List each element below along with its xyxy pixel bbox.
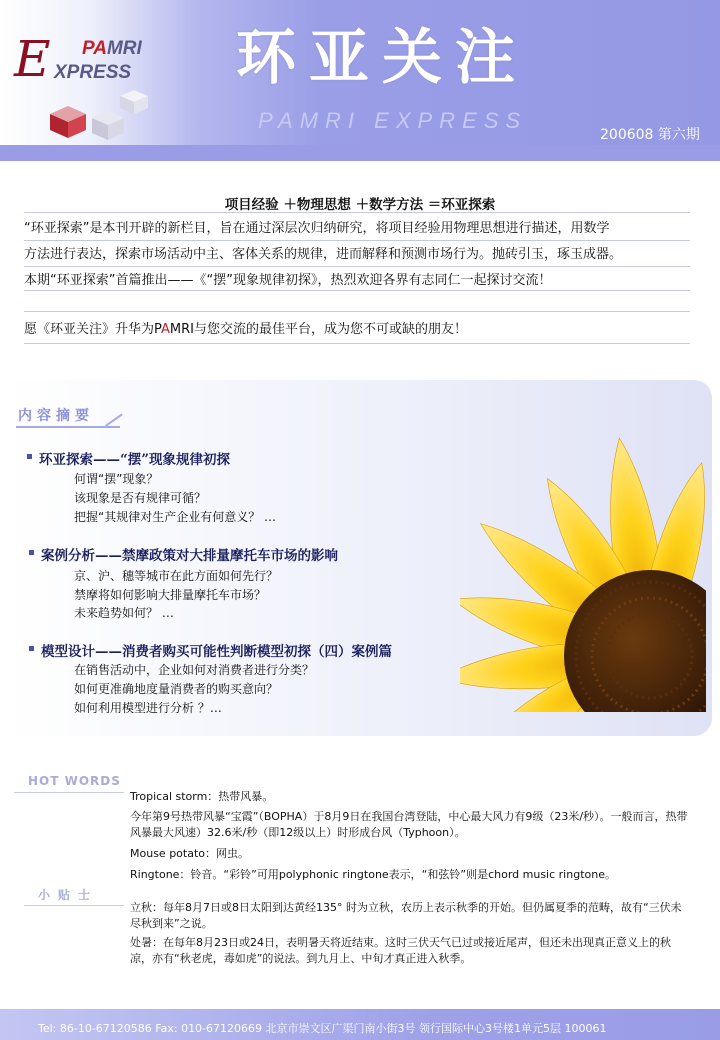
logo-pamri	[82, 38, 142, 60]
divider	[24, 905, 124, 906]
hot-words-label: HOT WORDS	[28, 774, 121, 788]
intro-paragraph	[24, 216, 702, 294]
intro-line-1: “环亚探索”是本刊开辟的新栏目，旨在通过深层次归纳研究，将项目经验用物理思想进行描述，用数学	[24, 221, 610, 236]
divider	[24, 212, 690, 213]
newsletter-title: 环亚关注	[236, 23, 528, 93]
section-3-item-3: 如何利用模型进行分析 ？…	[74, 701, 222, 715]
section-heading-2[interactable]: 案例分析——禁摩政策对大排量摩托车市场的影响	[41, 548, 338, 564]
hot-word-4: Ringtone：铃音。“彩铃”可用polyphonic ringtone表示，“和弦铃”则是chord music ringtone。	[130, 868, 616, 881]
wish-a: A	[161, 322, 170, 337]
tips-label: 小贴士	[38, 888, 99, 902]
section-3-item-2: 如何更准确地度量消费者的购买意向？	[74, 682, 279, 696]
section-heading-1[interactable]: 环亚探索——“摆”现象规律初探	[39, 452, 231, 468]
wish-post: MRI与您交流的最佳平台，成为您不可或缺的朋友！	[169, 322, 468, 337]
hot-word-2: 今年第9号热带风暴“宝霞”（BOPHA）于8月9日在我国台湾登陆，中心最大风力有9级（23米/秒）。一般而言，热带风暴最大风速）32.6米/秒（即12级以上）时形成台风（Typhoon）。	[130, 810, 688, 839]
section-3-item-1: 在销售活动中，企业如何对消费者进行分类？	[74, 663, 315, 677]
logo-pamri-rest: MRI	[106, 38, 142, 59]
logo-pamri-red: PA	[82, 38, 107, 59]
tip-2: 处暑：在每年8月23日或24日，表明暑天将近结束。这时三伏天气已过或接近尾声，但还未出现真正意义上的秋凉，亦有“秋老虎，毒如虎”的说法。到九月上、中旬才真正进入秋季。	[130, 936, 671, 965]
logo-letter-e: E	[14, 30, 51, 88]
hot-word-3: Mouse potato：网虫。	[130, 847, 249, 860]
bullet-icon	[29, 646, 34, 651]
intro-line-3: 本期“环亚探索”首篇推出——《“摆”现象规律初探》，热烈欢迎各界有志同仁一起探讨交流！	[24, 273, 552, 288]
divider	[24, 343, 690, 344]
section-2-item-3: 未来趋势如何？ …	[74, 606, 174, 620]
bullet-icon	[27, 454, 32, 459]
divider	[24, 266, 690, 267]
logo-xpress: XPRESS	[54, 62, 132, 83]
bullet-icon	[29, 550, 34, 555]
intro-wish	[24, 318, 467, 337]
section-2-item-1: 京、沪、穗等城市在此方面如何先行？	[74, 569, 279, 583]
abstract-underline	[16, 426, 120, 428]
divider	[14, 792, 124, 793]
divider	[24, 311, 690, 312]
divider	[24, 240, 690, 241]
divider	[24, 290, 690, 291]
intro-line-2: 方法进行表达，探索市场活动中主、客体关系的规律，进而解释和预测市场行为。抛砖引玉，琢玉成器。	[24, 247, 623, 262]
section-1-item-1: 何谓“摆”现象？	[74, 472, 159, 486]
cube-logo-art	[40, 90, 170, 150]
issue-number: 200608 第六期	[600, 127, 700, 143]
tip-1: 立秋：每年8月7日或8日太阳到达黄经135° 时为立秋，农历上表示秋季的开始。但仍属夏季的范畴，故有“三伏未尽秋到来”之说。	[130, 901, 682, 930]
section-2-item-2: 禁摩将如何影响大排量摩托车市场？	[74, 588, 267, 602]
newsletter-subtitle: PAMRI EXPRESS	[258, 108, 528, 133]
abstract-title: 内容摘要	[18, 408, 94, 424]
sunflower-image	[460, 426, 706, 712]
section-1-item-2: 该现象是否有规律可循？	[74, 491, 207, 505]
intro-heading: 项目经验 ＋物理思想 ＋数学方法 ＝环亚探索	[224, 197, 496, 213]
wish-pre: 愿《环亚关注》升华为P	[24, 322, 162, 337]
hot-word-1: Tropical storm：热带风暴。	[130, 790, 274, 803]
section-1-item-3: 把握“其规律对生产企业有何意义？ …	[74, 510, 277, 524]
footer-contact: Tel: 86-10-67120586 Fax: 010-67120669 北京市崇文区广渠门南小街3号 领行国际中心3号楼1单元5层 100061	[38, 1022, 607, 1035]
section-heading-3[interactable]: 模型设计——消费者购买可能性判断模型初探（四）案例篇	[41, 644, 392, 660]
